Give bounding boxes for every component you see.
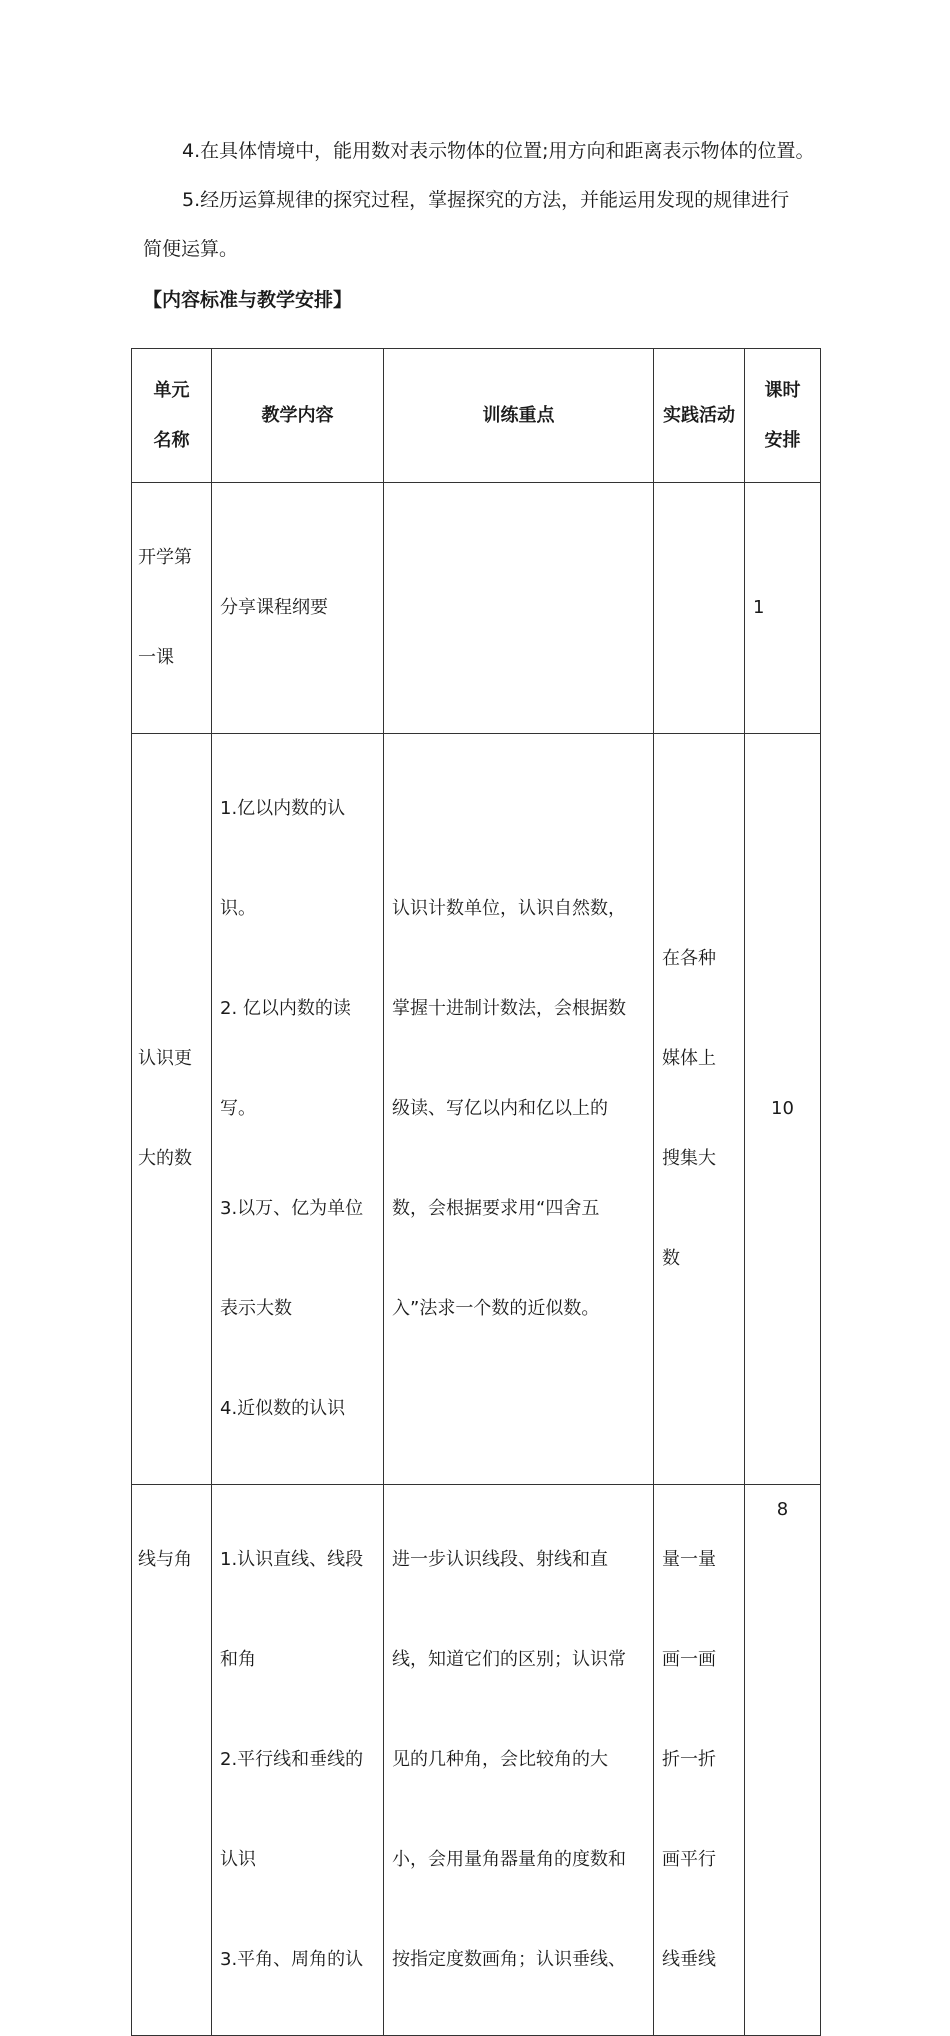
hours-cell [745, 483, 821, 734]
content-line: 识。 [220, 898, 256, 919]
activity-line: 在各种 [662, 948, 716, 969]
activity-line: 量一量 [662, 1549, 716, 1570]
activity-cell [654, 483, 745, 734]
activity-line: 折一折 [662, 1749, 716, 1770]
content-line: 3.以万、亿为单位 [220, 1198, 364, 1219]
focus-line: 见的几种角，会比较角的大 [392, 1749, 608, 1770]
section-heading: 【内容标准与教学安排】 [143, 289, 353, 311]
paragraph-objective-4: 4.在具体情境中，能用数对表示物体的位置;用方向和距离表示物体的位置。 [182, 140, 815, 162]
unit-line: 认识更 [138, 1048, 192, 1069]
activity-line: 数 [662, 1248, 680, 1269]
focus-cell [384, 483, 654, 734]
focus-line: 数，会根据要求用“四舍五 [392, 1198, 600, 1219]
unit-line: 大的数 [138, 1148, 192, 1169]
header-hours-line: 课时 [764, 379, 801, 401]
focus-line: 线，知道它们的区别；认识常 [392, 1649, 626, 1670]
header-hours [745, 349, 821, 483]
content-line: 写。 [220, 1098, 256, 1119]
content-line: 1.亿以内数的认 [220, 798, 346, 819]
unit-line: 线与角 [138, 1549, 192, 1570]
header-focus: 训练重点 [384, 349, 654, 483]
curriculum-table [131, 348, 821, 2036]
table-row [132, 483, 821, 734]
activity-cell [654, 734, 745, 1485]
content-line: 3.平角、周角的认 [220, 1949, 364, 1970]
focus-cell [384, 1485, 654, 2036]
content-line: 1.认识直线、线段 [220, 1549, 364, 1570]
content-line: 和角 [220, 1649, 256, 1670]
activity-line: 媒体上 [662, 1048, 716, 1069]
content-line: 2. 亿以内数的读 [220, 998, 351, 1019]
focus-line: 级读、写亿以内和亿以上的 [392, 1098, 608, 1119]
hours-cell [745, 734, 821, 1485]
focus-cell [384, 734, 654, 1485]
paragraph-objective-5-cont: 简便运算。 [143, 238, 239, 260]
focus-line: 小，会用量角器量角的度数和 [392, 1849, 626, 1870]
unit-cell [132, 483, 212, 734]
content-line: 认识 [220, 1849, 256, 1870]
content-line: 4.近似数的认识 [220, 1398, 346, 1419]
activity-line: 搜集大 [662, 1148, 716, 1169]
activity-line: 线垂线 [662, 1949, 716, 1970]
unit-line: 一课 [138, 647, 174, 668]
content-cell [212, 483, 384, 734]
header-unit-line: 名称 [153, 429, 190, 451]
hours-cell [745, 1485, 821, 2036]
header-content: 教学内容 [212, 349, 384, 483]
table-row [132, 1485, 821, 2036]
table-header-row [132, 349, 821, 483]
hours-value: 1 [753, 597, 765, 618]
content-cell [212, 734, 384, 1485]
unit-cell [132, 734, 212, 1485]
content-line: 分享课程纲要 [220, 597, 328, 618]
unit-line: 开学第 [138, 547, 192, 568]
content-cell [212, 1485, 384, 2036]
focus-line: 按指定度数画角；认识垂线、 [392, 1949, 626, 1970]
content-line: 2.平行线和垂线的 [220, 1749, 364, 1770]
hours-value: 10 [771, 1098, 794, 1119]
header-activity: 实践活动 [654, 349, 745, 483]
header-unit [132, 349, 212, 483]
focus-line: 进一步认识线段、射线和直 [392, 1549, 608, 1570]
paragraph-objective-5: 5.经历运算规律的探究过程，掌握探究的方法，并能运用发现的规律进行 [182, 189, 790, 211]
table-row [132, 734, 821, 1485]
activity-line: 画一画 [662, 1649, 716, 1670]
content-line: 表示大数 [220, 1298, 292, 1319]
hours-value: 8 [776, 1499, 789, 1520]
unit-cell [132, 1485, 212, 2036]
focus-line: 掌握十进制计数法，会根据数 [392, 998, 626, 1019]
focus-line: 认识计数单位，认识自然数， [392, 898, 626, 919]
header-unit-line: 单元 [153, 379, 190, 401]
activity-cell [654, 1485, 745, 2036]
header-hours-line: 安排 [764, 429, 801, 451]
activity-line: 画平行 [662, 1849, 716, 1870]
focus-line: 入”法求一个数的近似数。 [392, 1298, 600, 1319]
